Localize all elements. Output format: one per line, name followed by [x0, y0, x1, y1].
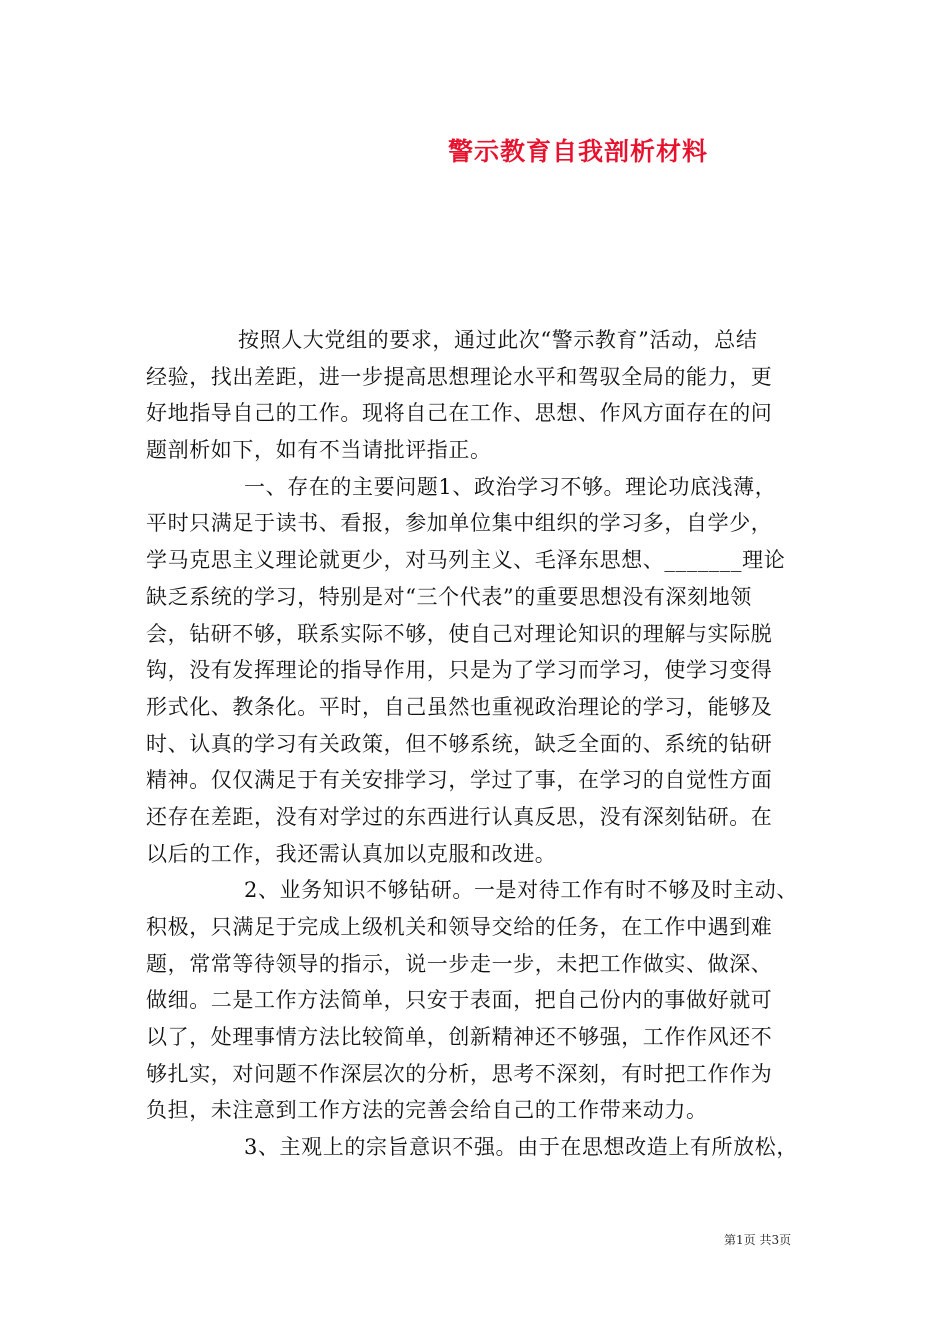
- text-line: 平时只满足于读书、看报，参加单位集中组织的学习多，自学少，: [146, 511, 773, 536]
- text-line: 3、主观上的宗旨意识不强。由于在思想改造上有所放松，: [244, 1135, 798, 1160]
- text-line: 经验，找出差距，进一步提高思想理论水平和驾驭全局的能力，更: [146, 364, 773, 389]
- text-line: 还存在差距，没有对学过的东西进行认真反思，没有深刻钻研。在: [146, 804, 773, 829]
- text-line: 精神。仅仅满足于有关安排学习，学过了事，在学习的自觉性方面: [146, 768, 773, 793]
- text-line: 会，钻研不够，联系实际不够，使自己对理论知识的理解与实际脱: [146, 621, 773, 646]
- text-line: 学马克思主义理论就更少，对马列主义、毛泽东思想、_______理论: [146, 548, 786, 573]
- text-line: 以了，处理事情方法比较简单，创新精神还不够强，工作作风还不: [146, 1025, 773, 1050]
- text-line: 好地指导自己的工作。现将自己在工作、思想、作风方面存在的问: [146, 401, 773, 426]
- text-line: 题，常常等待领导的指示，说一步走一步，未把工作做实、做深、: [146, 951, 773, 976]
- text-line: 够扎实，对问题不作深层次的分析，思考不深刻，有时把工作作为: [146, 1061, 773, 1086]
- text-line: 以后的工作，我还需认真加以克服和改进。: [146, 841, 557, 866]
- text-line: 题剖析如下，如有不当请批评指正。: [146, 438, 492, 463]
- page-number-footer: 第1页 共3页: [724, 1233, 792, 1247]
- text-line: 形式化、教条化。平时，自己虽然也重视政治理论的学习，能够及: [146, 694, 773, 719]
- document-body: [146, 322, 816, 1166]
- text-line: 做细。二是工作方法简单，只安于表面，把自己份内的事做好就可: [146, 988, 773, 1013]
- text-line: 一、存在的主要问题1、政治学习不够。理论功底浅薄，: [244, 474, 777, 499]
- text-line: 按照人大党组的要求，通过此次“警示教育”活动，总结: [238, 328, 758, 352]
- text-line: 时、认真的学习有关政策，但不够系统，缺乏全面的、系统的钻研: [146, 731, 773, 756]
- text-line: 2、业务知识不够钻研。一是对待工作有时不够及时主动、: [244, 878, 798, 903]
- text-line: 负担，未注意到工作方法的完善会给自己的工作带来动力。: [146, 1098, 708, 1123]
- text-line: 钩，没有发挥理论的指导作用，只是为了学习而学习，使学习变得: [146, 658, 773, 683]
- text-line: 积极，只满足于完成上级机关和领导交给的任务，在工作中遇到难: [146, 915, 773, 939]
- document-title: 警示教育自我剖析材料: [448, 137, 709, 166]
- text-line: 缺乏系统的学习，特别是对“三个代表”的重要思想没有深刻地领: [146, 584, 752, 609]
